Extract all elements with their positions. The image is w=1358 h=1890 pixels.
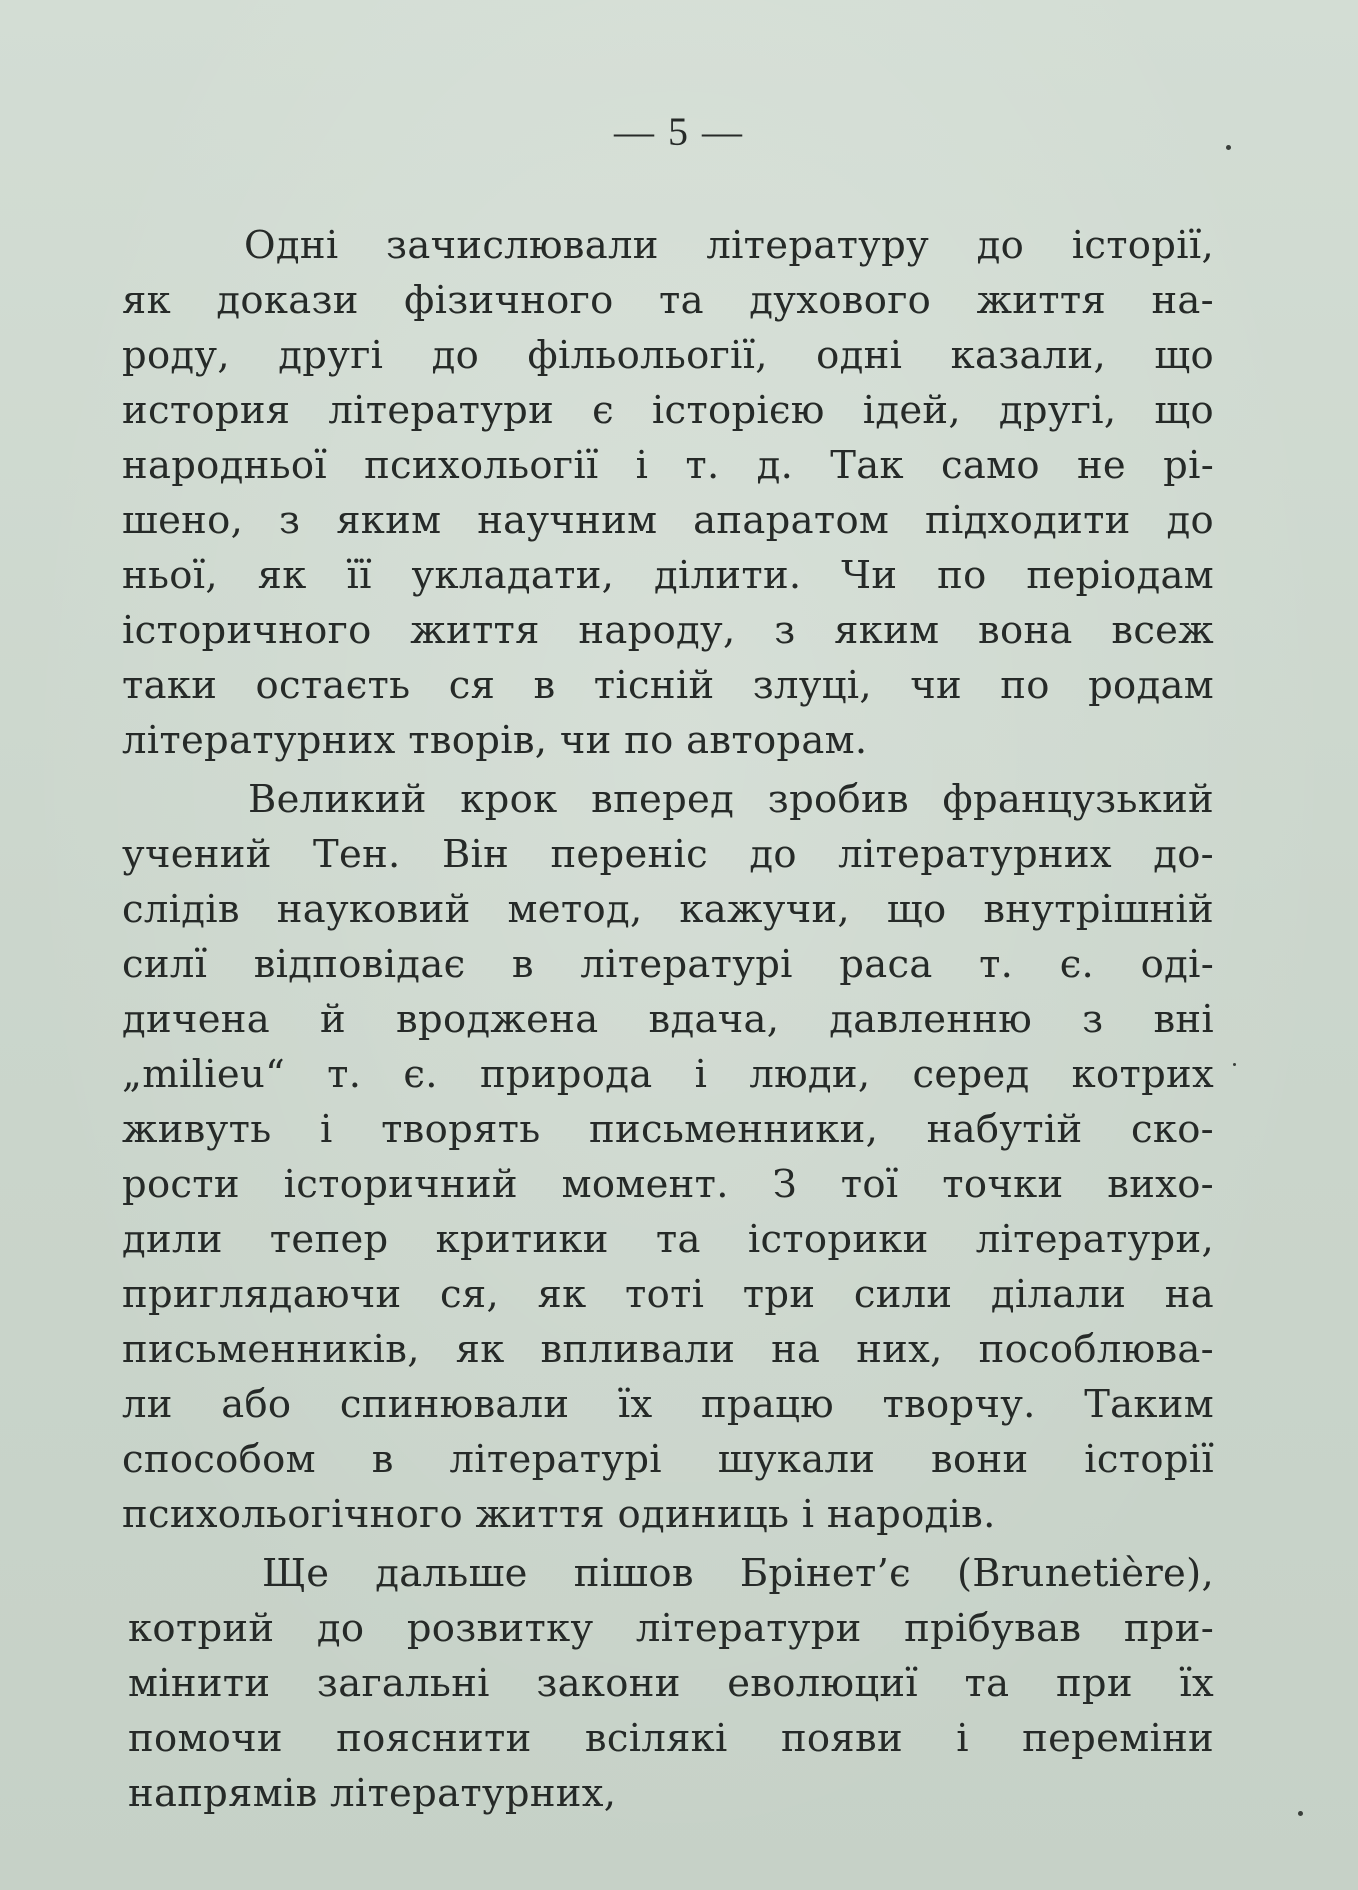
text-line: силї відповідає в літературі раса т. є. оді-: [122, 942, 1214, 987]
text-line: дичена й вроджена вдача, давленню з вні: [122, 997, 1214, 1042]
body-text: [122, 218, 1214, 1821]
text-line: шено, з яким научним апаратом підходити до: [122, 498, 1214, 543]
text-line: літературних творів, чи по авторам.: [122, 718, 868, 763]
text-line: народньої психольогії і т. д. Так само не рі-: [122, 443, 1214, 488]
text-line: слідів науковий метод, кажучи, що внутрішній: [122, 887, 1214, 932]
text-line: Великий крок вперед зробив французький: [248, 777, 1214, 822]
text-line: история літератури є історією ідей, другі, що: [122, 388, 1214, 433]
text-line: живуть і творять письменники, набутій ско-: [122, 1107, 1214, 1152]
text-line: таки остаєть ся в тісній злуці, чи по родам: [122, 663, 1214, 708]
text-line: ли або спинювали їх працю творчу. Таким: [122, 1382, 1214, 1427]
text-line: дили тепер критики та історики літератури,: [122, 1217, 1214, 1262]
print-speck: [1233, 1063, 1236, 1066]
paragraph-3: [122, 1546, 1214, 1821]
text-line: помочи пояснити всілякі появи і переміни: [128, 1716, 1214, 1761]
text-line: котрий до розвитку літератури прібував при-: [128, 1606, 1214, 1651]
text-line: історичного життя народу, з яким вона всеж: [122, 608, 1214, 653]
page-number: — 5 —: [614, 109, 744, 154]
paragraph-1: [122, 218, 1214, 768]
text-line: мінити загальні закони еволюциї та при їх: [128, 1661, 1214, 1706]
text-line: ньої, як її укладати, ділити. Чи по періодам: [122, 553, 1214, 598]
text-line: Ще дальше пішов Брінет’є (Brunetière),: [262, 1551, 1214, 1596]
text-line: приглядаючи ся, як тоті три сили ділали на: [122, 1272, 1214, 1317]
text-line: напрямів літературних,: [128, 1771, 617, 1816]
text-line: роду, другі до фільольогії, одні казали, що: [122, 333, 1214, 378]
text-line: рости історичний момент. З тої точки вихо-: [122, 1162, 1214, 1207]
paragraph-2: [122, 772, 1214, 1542]
print-speck: [1226, 145, 1231, 150]
text-line: Одні зачислювали літературу до історії,: [244, 223, 1214, 268]
text-line: способом в літературі шукали вони історії: [122, 1437, 1214, 1482]
text-line: письменників, як впливали на них, пособлюва-: [122, 1327, 1214, 1372]
text-line: „milieu“ т. є. природа і люди, серед котрих: [122, 1052, 1214, 1097]
print-speck: [1298, 1811, 1303, 1816]
text-line: як докази фізичного та духового життя на-: [122, 278, 1214, 323]
text-line: психольогічного життя одиниць і народів.: [122, 1492, 996, 1537]
text-line: учений Тен. Він переніс до літературних до-: [122, 832, 1214, 877]
